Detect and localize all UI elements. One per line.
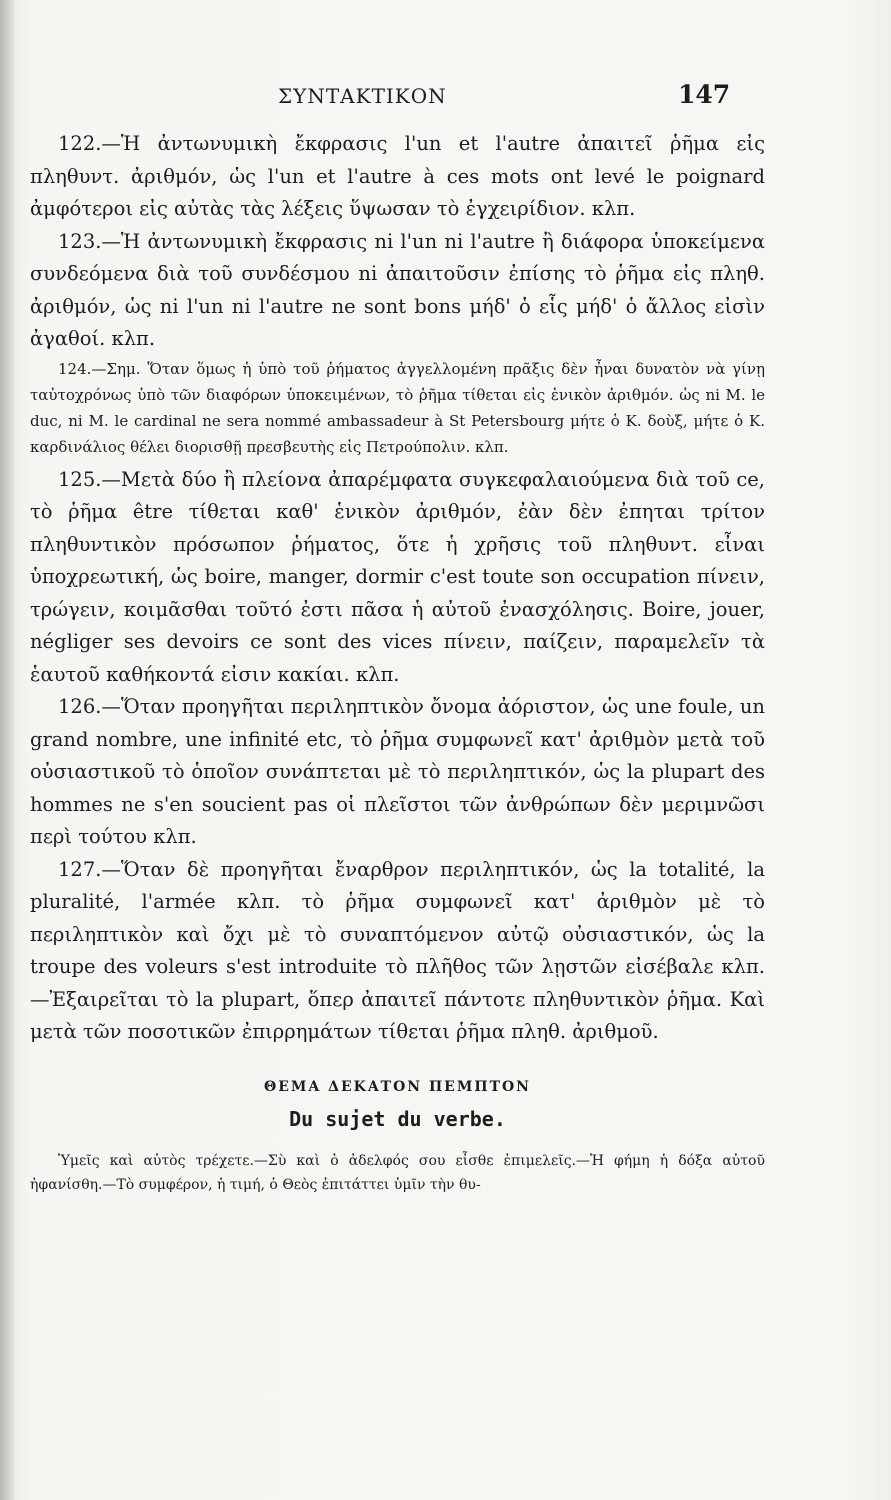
paragraph-123 xyxy=(30,226,765,356)
paragraph-number: 122. xyxy=(58,132,102,155)
page-body xyxy=(30,128,765,1197)
paragraph-number: 126. xyxy=(58,695,102,718)
paragraph-number: 127. xyxy=(58,857,102,881)
paragraph-number: 125. xyxy=(58,467,102,491)
exercise-text: Ὑμεῖς καὶ αὐτὸς τρέχετε.—Σὺ καὶ ὁ ἀδελφός σου εἶσθε ἐπιμελεῖς.—Ἡ φήμη ἡ δόξα αὐτοῦ ἠφανίσθη.—Τὸ συμφέρον, ἡ τιμή, ὁ Θεὸς ἐπιτάττει ὑμῖν τὴν θυ- xyxy=(30,1152,765,1193)
paragraph-126 xyxy=(30,691,765,854)
paragraph-text: —Ὅταν δὲ προηγῆται ἔναρθρον περιληπτικόν, ὡς la totalité, la pluralité, l'armée κλπ. τὸ ῥῆμα συμφωνεῖ κατ' ἀριθμὸν μὲ τὸ περιληπτικὸν καὶ ὄχι μὲ τὸ συναπτόμενον αὐτῷ οὐσιαστικόν, ὡς la troupe des voleurs s'est introduite τὸ πλῆθος τῶν λῃστῶν εἰσέβαλε κλπ.—Ἐξαιρεῖται τὸ la plupart, ὅπερ ἀπαιτεῖ πάντοτε πληθυντικὸν ῥῆμα. Καὶ μετὰ τῶν ποσοτικῶν ἐπιρρημάτων τίθεται ῥῆμα πληθ. ἀριθμοῦ. xyxy=(30,857,765,1043)
page-number: 147 xyxy=(678,80,731,109)
exercise-heading: ΘΕΜΑ ΔΕΚΑΤΟΝ ΠΕΜΠΤΟΝ xyxy=(264,1078,531,1095)
paragraph-text: —Ἡ ἀντωνυμικὴ ἔκφρασις l'un et l'autre ἀπαιτεῖ ῥῆμα εἰς πληθυντ. ἀριθμόν, ὡς l'un et l'autre à ces mots ont levé le poignard ἀμφότεροι εἰς αὐτὰς τὰς λέξεις ὕψωσαν τὸ ἐγχειρίδιον. κλπ. xyxy=(30,132,765,220)
paragraph-number: 124. xyxy=(58,359,92,378)
running-title: ΣΥΝΤΑΚΤΙΚΟΝ xyxy=(278,84,447,108)
paragraph-125 xyxy=(30,464,765,692)
paragraph-number: 123. xyxy=(58,229,102,253)
paragraph-text: —Σημ. Ὅταν ὅμως ἡ ὑπὸ τοῦ ῥήματος ἀγγελλομένη πρᾶξις δὲν ἦναι δυνατὸν νὰ γίνῃ ταὐτοχρόνως ὑπὸ τῶν διαφόρων ὑποκειμένων, τὸ ῥῆμα τίθεται εἰς ἑνικὸν ἀριθμόν. ὡς ni M. le duc, ni M. le cardinal ne sera nommé ambassadeur à St Petersbourg μήτε ὁ Κ. δοὺξ, μήτε ὁ Κ. καρδινάλιος θέλει διορισθῇ πρεσβευτὴς εἰς Πετρούπολιν. κλπ. xyxy=(30,359,765,456)
paragraph-127 xyxy=(30,854,765,1049)
page-header xyxy=(0,80,891,114)
paragraph-124-note xyxy=(30,356,765,460)
page-spine-shadow xyxy=(0,0,14,1500)
paragraph-text: —Μετὰ δύο ἢ πλείονα ἀπαρέμφατα συγκεφαλαιούμενα διὰ τοῦ ce, τὸ ῥῆμα être τίθεται καθ' ἑνικὸν ἀριθμόν, ἐὰν δὲν ἐπηται τρίτον πληθυντικὸν πρόσωπον ῥήματος, ὅτε ἡ χρῆσις τοῦ πληθυντ. εἶναι ὑποχρεωτική, ὡς boire, manger, dormir c'est toute son occupation πίνειν, τρώγειν, κοιμᾶσθαι τοῦτό ἐστι πᾶσα ἡ αὐτοῦ ἐνασχόλησις. Boire, jouer, négliger ses devoirs ce sont des vices πίνειν, παίζειν, παραμελεῖν τὰ ἑαυτοῦ καθήκοντά εἰσιν κακίαι. κλπ. xyxy=(30,467,765,686)
exercise-subheading: Du sujet du verbe. xyxy=(289,1106,506,1131)
paragraph-text: —Ὅταν προηγῆται περιληπτικὸν ὄνομα ἀόριστον, ὡς une foule, un grand nombre, une infinité etc, τὸ ῥῆμα συμφωνεῖ κατ' ἀριθμὸν μετὰ τοῦ οὐσιαστικοῦ τὸ ὁποῖον συνάπτεται μὲ τὸ περιληπτικόν, ὡς la plupart des hommes ne s'en soucient pas οἱ πλεῖστοι τῶν ἀνθρώπων δὲν μεριμνῶσι περὶ τούτου κλπ. xyxy=(30,695,765,848)
paragraph-122 xyxy=(30,128,765,226)
paragraph-text: —Ἡ ἀντωνυμικὴ ἔκφρασις ni l'un ni l'autre ἢ διάφορα ὑποκείμενα συνδεόμενα διὰ τοῦ συνδέσμου ni ἀπαιτοῦσιν ἐπίσης τὸ ῥῆμα εἰς πληθ. ἀριθμόν, ὡς ni l'un ni l'autre ne sont bons μήδ' ὁ εἷς μήδ' ὁ ἄλλος εἰσὶν ἀγαθοί. κλπ. xyxy=(30,229,765,350)
